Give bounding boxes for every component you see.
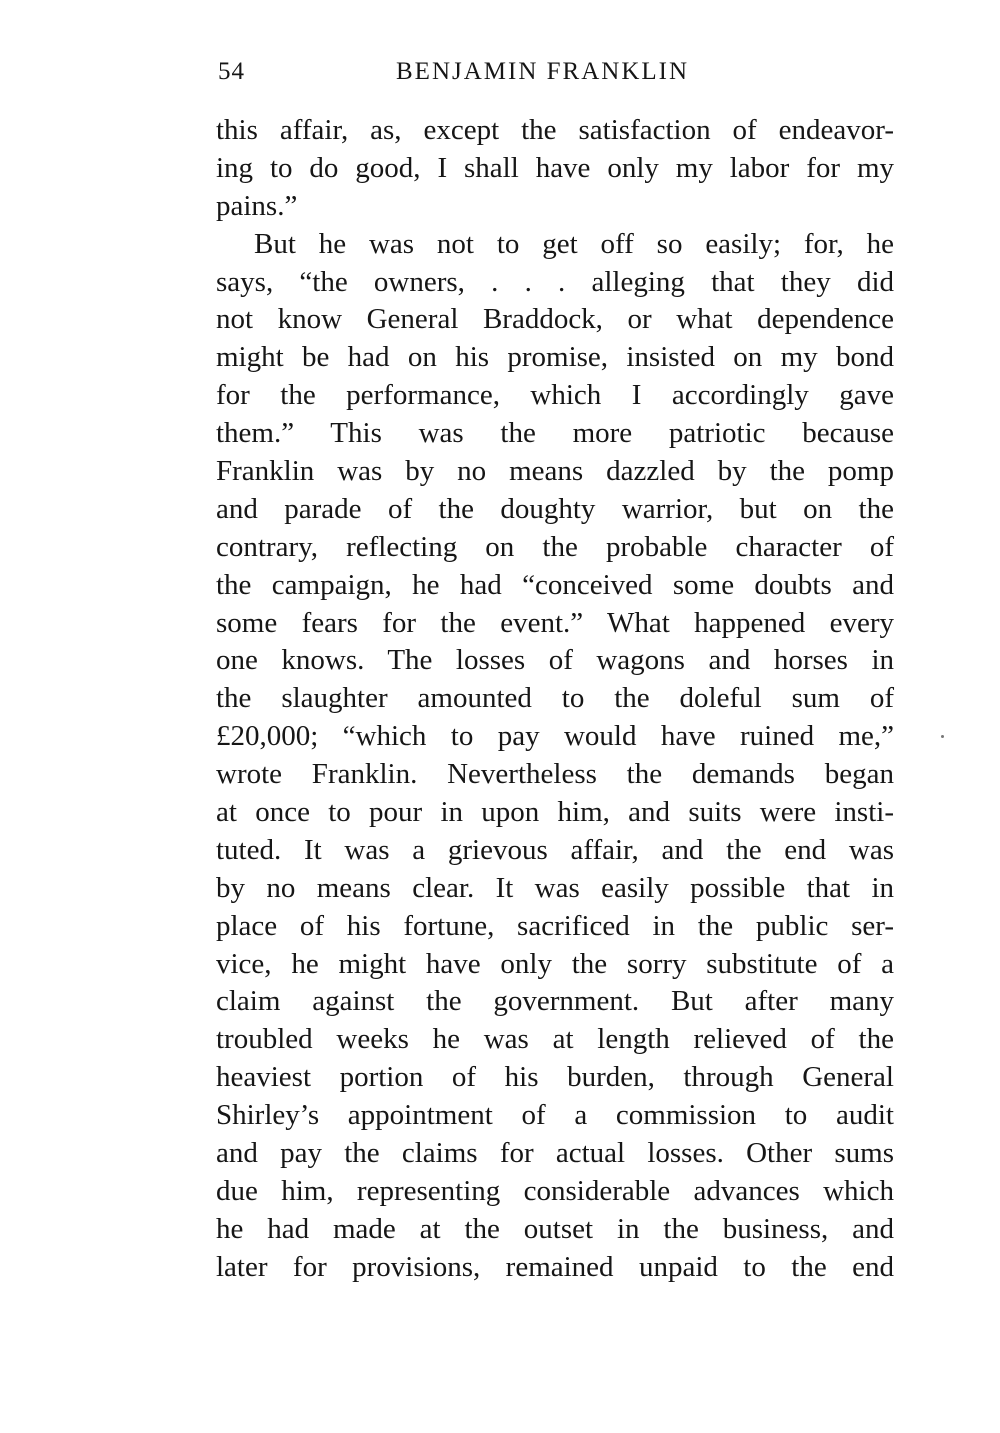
text-line: wrote Franklin. Nevertheless the demands began: [216, 758, 894, 791]
text-line: and parade of the doughty warrior, but on the: [216, 492, 894, 525]
text-line: Franklin was by no means dazzled by the pomp: [216, 455, 894, 488]
text-line: pains.”: [216, 189, 298, 222]
text-line: for the performance, which I accordingly gave: [216, 379, 894, 412]
text-line: one knows. The losses of wagons and horses in: [216, 644, 894, 677]
text-line: the campaign, he had “conceived some doubts and: [216, 568, 894, 601]
text-line: this affair, as, except the satisfaction of endeavor-: [216, 114, 894, 146]
text-line: some fears for the event.” What happened every: [216, 606, 894, 639]
text-line: But he was not to get off so easily; for, he: [254, 227, 894, 260]
text-line: heaviest portion of his burden, through General: [216, 1061, 894, 1094]
text-line: ing to do good, I shall have only my labor for my: [216, 151, 894, 184]
text-line: the slaughter amounted to the doleful sum of: [216, 682, 894, 715]
page-number: 54: [218, 58, 245, 85]
text-line: due him, representing considerable advances which: [216, 1174, 894, 1207]
body-text: [216, 112, 894, 1287]
text-line: Shirley’s appointment of a commission to audit: [216, 1099, 894, 1132]
text-line: place of his fortune, sacrificed in the public ser-: [216, 909, 894, 942]
text-line: he had made at the outset in the business, and: [216, 1212, 894, 1245]
text-line: and pay the claims for actual losses. Other sums: [216, 1137, 894, 1170]
text-line: troubled weeks he was at length relieved of the: [216, 1023, 894, 1056]
page-header: [216, 58, 896, 94]
text-line: might be had on his promise, insisted on my bond: [216, 341, 894, 374]
text-line: says, “the owners, . . . alleging that they did: [216, 265, 894, 298]
text-line: them.” This was the more patriotic because: [216, 417, 894, 450]
text-line: tuted. It was a grievous affair, and the end was: [216, 833, 894, 866]
text-line: not know General Braddock, or what dependence: [216, 303, 894, 336]
text-line: by no means clear. It was easily possible that in: [216, 871, 894, 904]
text-line: claim against the government. But after many: [216, 985, 894, 1018]
running-head: BENJAMIN FRANKLIN: [396, 58, 690, 85]
text-line: £20,000; “which to pay would have ruined me,”: [216, 720, 894, 753]
text-line: contrary, reflecting on the probable character of: [216, 530, 894, 563]
text-line: vice, he might have only the sorry substitute of a: [216, 947, 894, 980]
text-line: at once to pour in upon him, and suits were insti-: [216, 796, 894, 829]
scan-speck: [941, 735, 944, 738]
text-line: later for provisions, remained unpaid to the end: [216, 1250, 894, 1283]
